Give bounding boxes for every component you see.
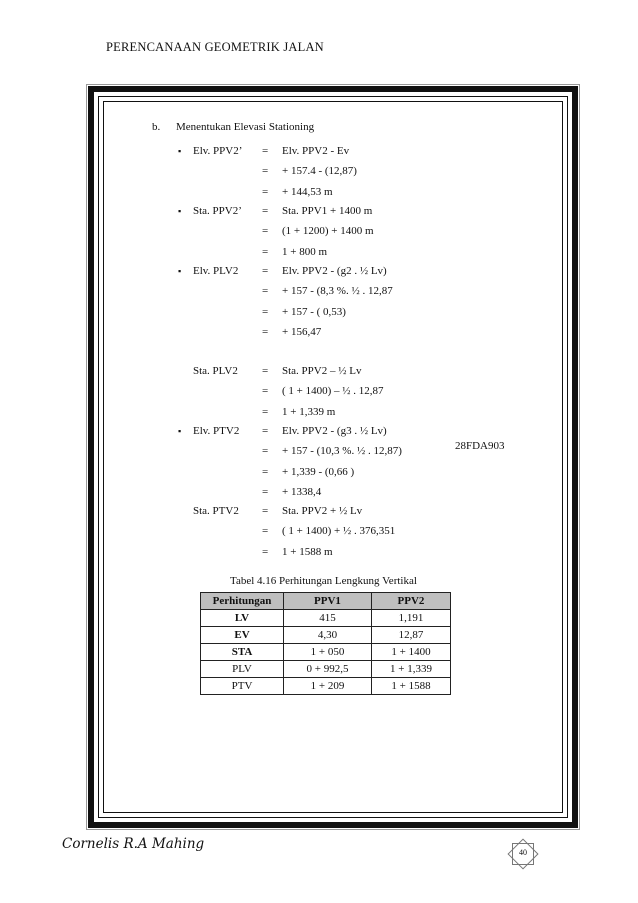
table-cell-label: EV: [201, 627, 284, 644]
table-cell-ppv1: 4,30: [284, 627, 372, 644]
equals-sign: =: [262, 505, 269, 517]
equals-sign: =: [262, 285, 269, 297]
calc-expression: + 157.4 - (12,87): [282, 165, 357, 177]
equals-sign: =: [262, 486, 269, 498]
table-cell-label: PTV: [201, 678, 284, 695]
calc-expression: Sta. PPV2 – ½ Lv: [282, 365, 362, 377]
table-cell-ppv1: 0 + 992,5: [284, 661, 372, 678]
footer-author: Cornelis R.A Mahing: [62, 836, 205, 852]
calc-expression: + 157 - (8,3 %. ½ . 12,87: [282, 285, 393, 297]
equals-sign: =: [262, 246, 269, 258]
equals-sign: =: [262, 265, 269, 277]
table-caption: Tabel 4.16 Perhitungan Lengkung Vertikal: [230, 575, 417, 587]
section-label: b.: [152, 121, 161, 133]
calc-expression: Sta. PPV1 + 1400 m: [282, 205, 373, 217]
equals-sign: =: [262, 466, 269, 478]
table-cell-ppv2: 1 + 1400: [372, 644, 451, 661]
calc-expression: ( 1 + 1400) – ½ . 12,87: [282, 385, 384, 397]
calc-label: Sta. PTV2: [193, 505, 239, 517]
calc-label: Elv. PLV2: [193, 265, 239, 277]
calc-expression: Elv. PPV2 - (g3 . ½ Lv): [282, 425, 387, 437]
table-cell-label: PLV: [201, 661, 284, 678]
table-row: [201, 610, 451, 627]
equals-sign: =: [262, 326, 269, 338]
calc-expression: (1 + 1200) + 1400 m: [282, 225, 374, 237]
equals-sign: =: [262, 205, 269, 217]
table-cell-label: LV: [201, 610, 284, 627]
table-cell-label: STA: [201, 644, 284, 661]
table-header-cell: Perhitungan: [201, 593, 284, 610]
calc-label: Elv. PTV2: [193, 425, 240, 437]
bullet-icon: ▪: [178, 206, 182, 216]
calc-expression: 1 + 800 m: [282, 246, 328, 258]
equals-sign: =: [262, 445, 269, 457]
calc-expression: ( 1 + 1400) + ½ . 376,351: [282, 525, 396, 537]
table-cell-ppv1: 1 + 050: [284, 644, 372, 661]
equals-sign: =: [262, 525, 269, 537]
table-row: [201, 627, 451, 644]
bullet-icon: ▪: [178, 146, 182, 156]
table-row: [201, 678, 451, 695]
calc-label: Elv. PPV2’: [193, 145, 243, 157]
calc-expression: 1 + 1588 m: [282, 546, 333, 558]
equals-sign: =: [262, 165, 269, 177]
equals-sign: =: [262, 186, 269, 198]
page-number-badge: [512, 843, 534, 865]
calc-expression: Elv. PPV2 - (g2 . ½ Lv): [282, 265, 387, 277]
page-number: 40: [519, 848, 527, 857]
calc-label: Sta. PPV2’: [193, 205, 242, 217]
calc-expression: + 156,47: [282, 326, 322, 338]
calc-expression: + 157 - ( 0,53): [282, 306, 346, 318]
table-cell-ppv1: 1 + 209: [284, 678, 372, 695]
table-row: [201, 644, 451, 661]
table-header-cell: PPV1: [284, 593, 372, 610]
calc-expression: + 144,53 m: [282, 186, 333, 198]
equals-sign: =: [262, 306, 269, 318]
equals-sign: =: [262, 385, 269, 397]
calc-expression: 1 + 1,339 m: [282, 406, 336, 418]
calc-expression: + 157 - (10,3 %. ½ . 12,87): [282, 445, 402, 457]
table-cell-ppv2: 1 + 1,339: [372, 661, 451, 678]
table-row: [201, 661, 451, 678]
bullet-icon: ▪: [178, 266, 182, 276]
equals-sign: =: [262, 365, 269, 377]
table-header-cell: PPV2: [372, 593, 451, 610]
table-cell-ppv2: 12,87: [372, 627, 451, 644]
equals-sign: =: [262, 425, 269, 437]
bullet-icon: ▪: [178, 426, 182, 436]
margin-note: 28FDA903: [455, 440, 505, 452]
vertical-curve-table: [200, 592, 451, 695]
equals-sign: =: [262, 406, 269, 418]
equals-sign: =: [262, 145, 269, 157]
table-cell-ppv1: 415: [284, 610, 372, 627]
table-cell-ppv2: 1 + 1588: [372, 678, 451, 695]
section-title: Menentukan Elevasi Stationing: [176, 121, 315, 133]
calc-expression: Elv. PPV2 - Ev: [282, 145, 350, 157]
equals-sign: =: [262, 546, 269, 558]
calc-expression: + 1,339 - (0,66 ): [282, 466, 355, 478]
calc-label: Sta. PLV2: [193, 365, 238, 377]
page-frame: [88, 86, 578, 828]
calc-expression: Sta. PPV2 + ½ Lv: [282, 505, 363, 517]
calc-expression: + 1338,4: [282, 486, 322, 498]
table-header-row: [201, 593, 451, 610]
equals-sign: =: [262, 225, 269, 237]
table-cell-ppv2: 1,191: [372, 610, 451, 627]
page-header-title: PERENCANAAN GEOMETRIK JALAN: [106, 40, 324, 54]
